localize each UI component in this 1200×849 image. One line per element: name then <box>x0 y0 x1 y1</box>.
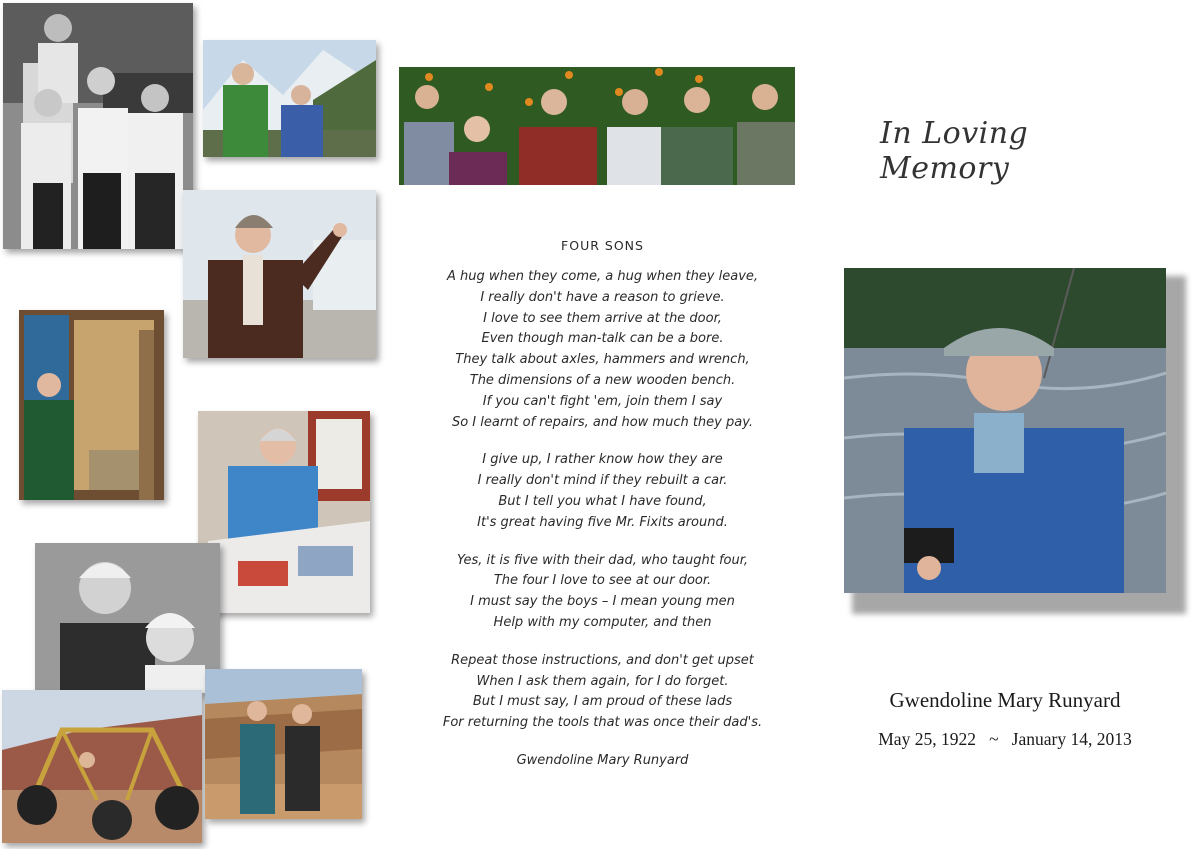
deceased-name: Gwendoline Mary Runyard <box>889 688 1121 712</box>
poem-line: I must say the boys – I mean young men <box>470 594 735 610</box>
poem-stanza <box>410 551 795 634</box>
poem-line: I really don't mind if they rebuilt a car. <box>477 473 728 489</box>
poem-line: For returning the tools that was once their dad's. <box>442 715 763 731</box>
photo-canyon-couple <box>205 669 362 819</box>
in-loving-memory-heading: In Loving Memory <box>880 116 1029 186</box>
poem-line: Help with my computer, and then <box>493 614 712 630</box>
poem-line: Yes, it is five with their dad, who taught four, <box>456 552 749 568</box>
poem <box>410 238 795 772</box>
life-dates <box>845 729 1165 750</box>
photo-museum-display <box>19 310 164 500</box>
poem-line: Even though man-talk can be a bore. <box>481 331 724 347</box>
poem-line: It's great having five Mr. Fixits around. <box>477 514 728 530</box>
photo-woman-waving <box>183 190 376 358</box>
poem-line: I love to see them arrive at the door, <box>483 310 722 326</box>
poem-author: Gwendoline Mary Runyard <box>516 752 689 768</box>
photo-dune-buggy <box>2 690 202 843</box>
poem-line: If you can't fight 'em, join them I say <box>482 393 723 409</box>
photo-couple-bw <box>35 543 220 693</box>
photo-woman-reading-papers <box>198 411 370 613</box>
birth-date: May 25, 1922 <box>878 729 976 749</box>
poem-line: But I must say, I am proud of these lads <box>472 694 733 710</box>
poem-stanza <box>410 267 795 433</box>
poem-line: They talk about axles, hammers and wrench, <box>455 352 750 368</box>
photo-family-group-banner <box>399 67 795 185</box>
photo-couple-mountains <box>203 40 376 157</box>
poem-line: I really don't have a reason to grieve. <box>480 289 725 305</box>
poem-line: The dimensions of a new wooden bench. <box>469 372 736 388</box>
poem-line: But I tell you what I have found, <box>498 493 707 509</box>
poem-line: When I ask them again, for I do forget. <box>476 673 729 689</box>
poem-line: I give up, I rather know how they are <box>482 452 723 468</box>
poem-line: A hug when they come, a hug when they leave, <box>446 269 759 284</box>
poem-line: So I learnt of repairs, and how much they pay. <box>451 414 754 430</box>
death-date: January 14, 2013 <box>1011 729 1132 749</box>
poem-title: FOUR SONS <box>561 238 644 253</box>
photo-family-children-bw <box>3 3 193 249</box>
poem-line: The four I love to see at our door. <box>493 573 712 589</box>
portrait-photo <box>844 268 1166 593</box>
poem-stanza <box>410 450 795 533</box>
poem-stanza <box>410 651 795 734</box>
poem-line: Repeat those instructions, and don't get upset <box>451 652 754 668</box>
date-separator: ~ <box>980 729 1008 749</box>
